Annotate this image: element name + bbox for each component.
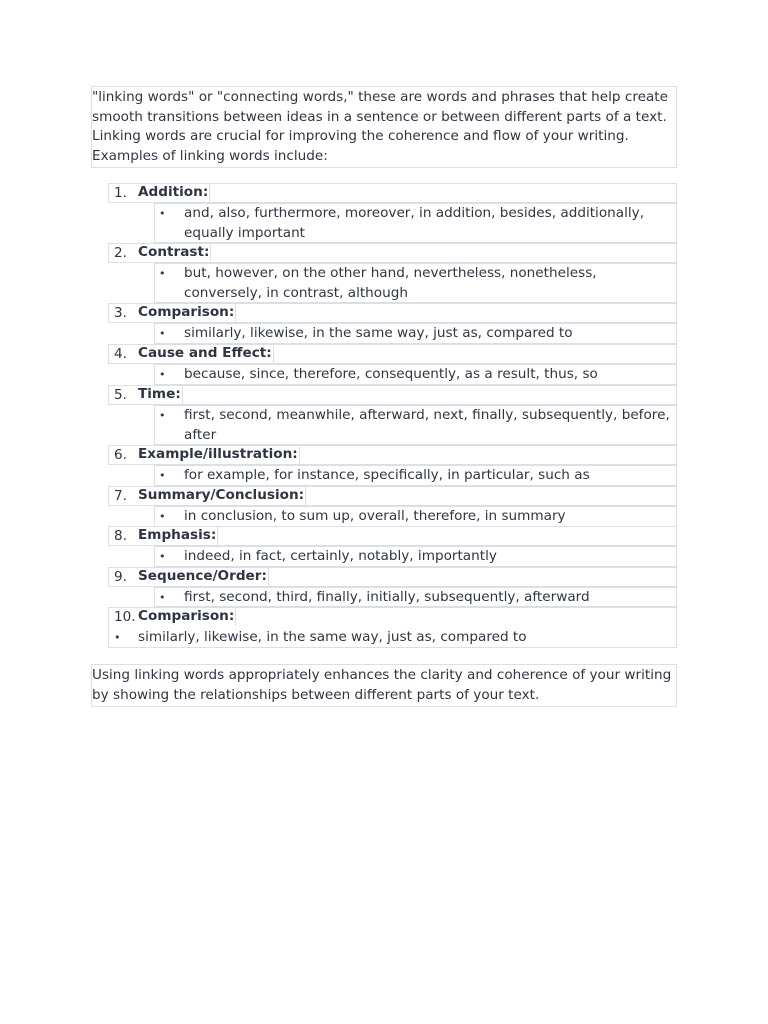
item-number: 1. (114, 185, 127, 201)
outro-line: by showing the relationships between different parts of your text. (92, 686, 540, 703)
intro-line: smooth transitions between ideas in a sentence or between different parts of a text. (92, 108, 667, 125)
item-label: Time: (138, 386, 181, 402)
item-number: 10. (114, 609, 136, 625)
item-number: 6. (114, 447, 127, 463)
bullet-text: but, however, on the other hand, nevertheless, nonetheless, conversely, in contrast, although (184, 265, 597, 301)
item-label: Example/illustration: (138, 446, 298, 462)
bullet-point: • (159, 267, 166, 280)
bullet-text: similarly, likewise, in the same way, just as, compared to (184, 325, 573, 341)
item-label: Addition: (138, 184, 209, 200)
bullet-point: • (159, 207, 166, 220)
list-item-heading (108, 526, 677, 546)
bullet-text: first, second, meanwhile, afterward, next, finally, subsequently, before, after (184, 407, 670, 443)
bullet-point: • (159, 591, 166, 604)
list-item-heading (108, 183, 677, 203)
item-number: 8. (114, 528, 127, 544)
list-item-heading (108, 303, 677, 323)
item-number: 4. (114, 346, 127, 362)
list-item-heading (108, 486, 677, 506)
list-item-heading (108, 243, 677, 263)
bullet-text: and, also, furthermore, moreover, in addition, besides, additionally, equally important (184, 205, 645, 241)
bullet-point: • (114, 631, 121, 644)
item-number: 7. (114, 488, 127, 504)
item-number: 9. (114, 569, 127, 585)
outro-paragraph (91, 664, 677, 707)
intro-line: "linking words" or "connecting words," these are words and phrases that help create (92, 89, 668, 105)
bullet-text: in conclusion, to sum up, overall, therefore, in summary (184, 508, 566, 524)
bullet-text: similarly, likewise, in the same way, just as, compared to (138, 629, 527, 645)
item-number: 2. (114, 245, 127, 261)
list-item-bullet (154, 587, 677, 607)
list-item-heading (108, 344, 677, 364)
list-item-bullet (154, 263, 677, 303)
list-item-heading (108, 445, 677, 465)
list-item-bullet (154, 465, 677, 486)
list-item-bullet (154, 203, 677, 243)
bullet-point: • (159, 368, 166, 381)
bullet-point: • (159, 469, 166, 482)
item-number: 3. (114, 305, 127, 321)
list-item-bullet (154, 506, 677, 527)
bullet-point: • (159, 550, 166, 563)
bullet-text: for example, for instance, specifically, in particular, such as (184, 467, 590, 483)
bullet-point: • (159, 327, 166, 340)
item-label: Cause and Effect: (138, 345, 272, 361)
bullet-text: first, second, third, finally, initially, subsequently, afterward (184, 589, 590, 605)
item-number: 5. (114, 387, 127, 403)
item-label: Emphasis: (138, 527, 217, 543)
item-label: Comparison: (138, 608, 235, 624)
list-item-heading (108, 385, 677, 405)
bullet-point: • (159, 409, 166, 422)
list-item-bullet (154, 546, 677, 567)
bullet-text: indeed, in fact, certainly, notably, importantly (184, 548, 497, 564)
list-item-bullet (154, 323, 677, 344)
item-label: Contrast: (138, 244, 210, 260)
intro-line: Linking words are crucial for improving the coherence and flow of your writing. (92, 128, 629, 144)
intro-paragraph (91, 86, 677, 168)
item-label: Summary/Conclusion: (138, 487, 305, 503)
bullet-point: • (159, 510, 166, 523)
list-item-bullet (154, 405, 677, 445)
list-item-bullet (154, 364, 677, 385)
bullet-text: because, since, therefore, consequently, as a result, thus, so (184, 366, 598, 382)
intro-line: Examples of linking words include: (92, 147, 328, 164)
outro-line: Using linking words appropriately enhances the clarity and coherence of your writing (92, 667, 672, 683)
item-label: Sequence/Order: (138, 568, 267, 584)
list-item-last (108, 607, 677, 648)
item-label: Comparison: (138, 304, 235, 320)
list-item-heading (108, 567, 677, 587)
